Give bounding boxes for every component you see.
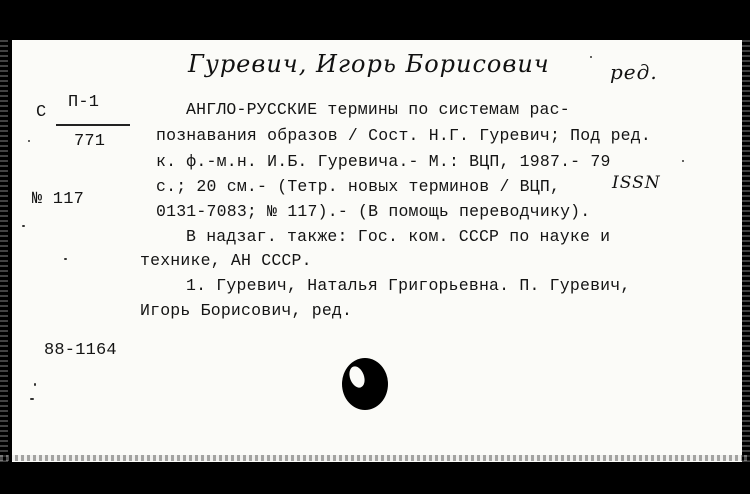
accession-number: 88-1164 (44, 341, 117, 360)
classmark-divider (56, 124, 130, 126)
body-line-9: Игорь Борисович, ред. (140, 301, 353, 320)
card-right-edge (742, 40, 750, 462)
handwritten-editor-note: ред. (610, 60, 658, 84)
card-left-edge (0, 40, 8, 462)
handwritten-heading: Гуревич, Игорь Борисович (188, 50, 550, 78)
body-line-4: с.; 20 см.- (Тетр. новых терминов / ВЦП, (156, 177, 561, 196)
card-punch-hole (342, 358, 388, 410)
body-line-5: 0131-7083; № 117).- (В помощь переводчику). (156, 202, 591, 221)
dust-speck (22, 225, 25, 227)
body-line-8: 1. Гуревич, Наталья Григорьевна. П. Гуревич, (186, 276, 631, 295)
dust-speck (30, 398, 34, 400)
dust-speck (34, 383, 36, 386)
body-line-2: познавания образов / Сост. Н.Г. Гуревич; Под ред. (156, 126, 651, 145)
dust-speck (28, 140, 30, 142)
body-line-6: В надзаг. также: Гос. ком. СССР по науке и (186, 227, 611, 246)
dust-speck (64, 258, 67, 260)
catalog-card (12, 40, 742, 462)
classmark-code: П-1 (68, 93, 100, 112)
classmark-prefix: С (36, 103, 47, 122)
body-line-1: АНГЛО-РУССКИЕ термины по системам рас- (186, 100, 570, 119)
body-line-7: технике, АН СССР. (140, 251, 312, 270)
dust-speck (682, 160, 684, 162)
classmark-number: 771 (74, 132, 106, 151)
handwritten-issn: ISSN (612, 173, 661, 193)
card-bottom-edge (0, 455, 750, 461)
dust-speck (590, 56, 592, 58)
item-number: № 117 (32, 190, 85, 209)
body-line-3: к. ф.-м.н. И.Б. Гуревича.- М.: ВЦП, 1987.- 79 (156, 152, 611, 171)
